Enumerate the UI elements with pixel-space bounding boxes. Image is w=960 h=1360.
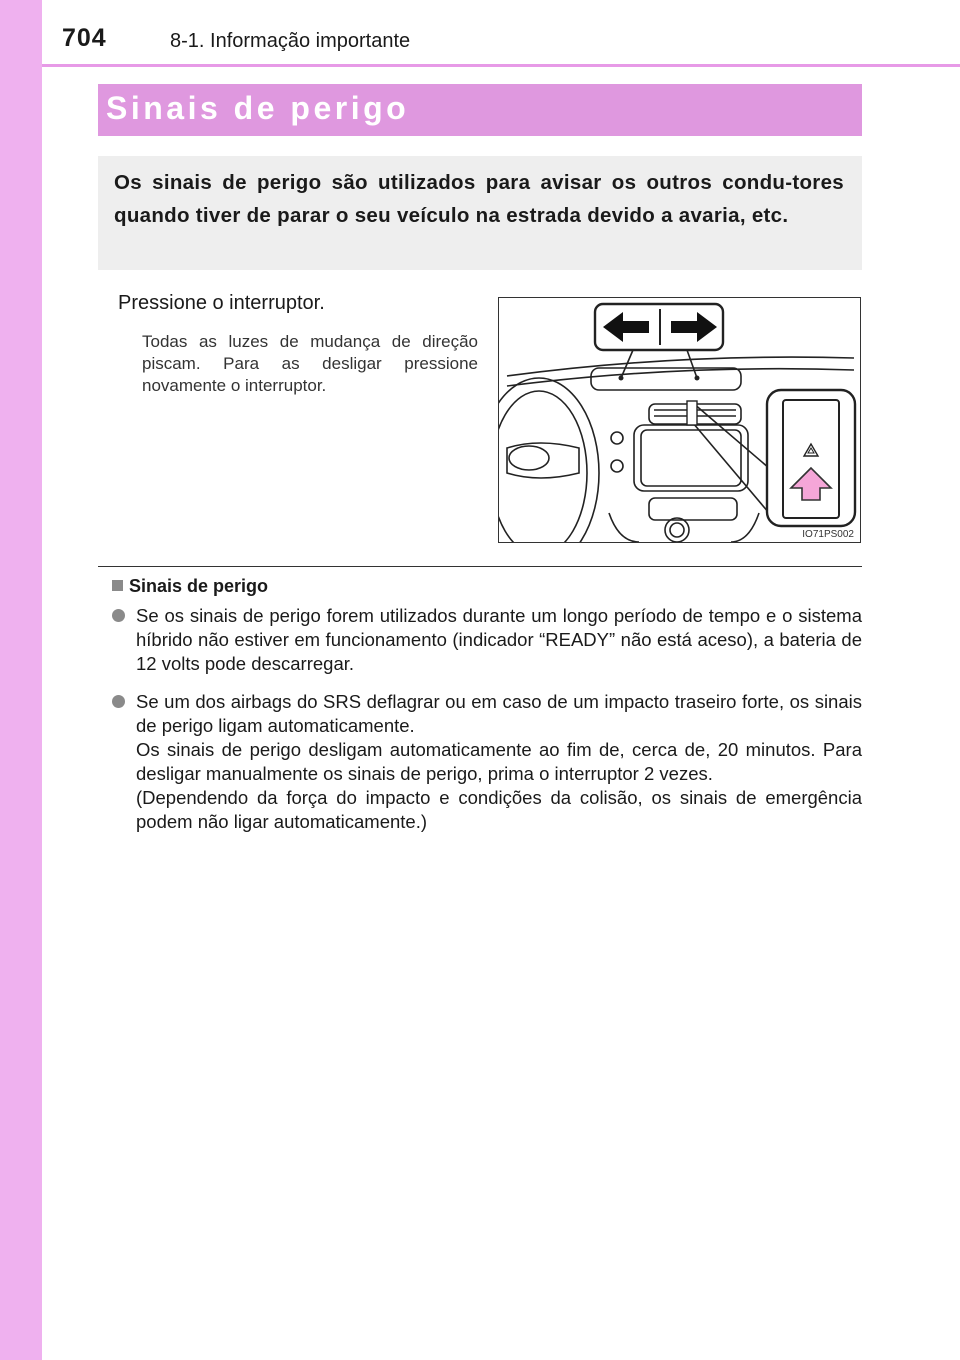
figure-code: IO71PS002 xyxy=(802,529,854,540)
bullet-icon xyxy=(112,695,125,708)
hazard-switch-callout xyxy=(767,390,855,526)
note-paragraph: (Dependendo da força do impacto e condições da colisão, os sinais de emergência podem não ligar automaticamente.) xyxy=(136,787,862,832)
header-line xyxy=(42,64,960,67)
notes-heading-text: Sinais de perigo xyxy=(129,576,269,596)
step-title: Pressione o interruptor. xyxy=(118,292,325,314)
square-bullet-icon xyxy=(112,580,123,591)
note-paragraph: Os sinais de perigo desligam automaticamente ao fim de, cerca de, 20 minutos. Para desligar manualmente os sinais de perigo, prima o interruptor 2 vezes. xyxy=(136,739,862,784)
section-title: 8-1. Informação importante xyxy=(170,30,411,52)
note-paragraph: Se os sinais de perigo forem utilizados durante um longo período de tempo e o sistema híbrido não estiver em funcionamento (indicador “READY” não está aceso), a bateria de 12 volts pode descarregar. xyxy=(136,605,862,674)
list-item xyxy=(112,690,862,834)
title-bar xyxy=(98,84,862,136)
intro-text: Os sinais de perigo são utilizados para avisar os outros condu-tores quando tiver de parar o seu veículo na estrada devido a avaria, etc. xyxy=(114,171,844,227)
page-title: Sinais de perigo xyxy=(106,90,410,126)
bullet-icon xyxy=(112,609,125,622)
side-band xyxy=(0,0,42,1360)
divider xyxy=(98,566,862,567)
dashboard-illustration xyxy=(499,298,860,542)
intro-box xyxy=(98,156,862,270)
notes-heading xyxy=(112,576,268,597)
turn-signal-indicator xyxy=(595,304,723,350)
dashboard-figure xyxy=(498,297,861,543)
step-description: Todas as luzes de mudança de direção piscam. Para as desligar pressione novamente o interruptor. xyxy=(142,332,478,395)
list-item xyxy=(112,604,862,676)
page-number: 704 xyxy=(62,24,107,52)
note-paragraph: Se um dos airbags do SRS deflagrar ou em caso de um impacto traseiro forte, os sinais de perigo ligam automaticamente. xyxy=(136,691,862,736)
